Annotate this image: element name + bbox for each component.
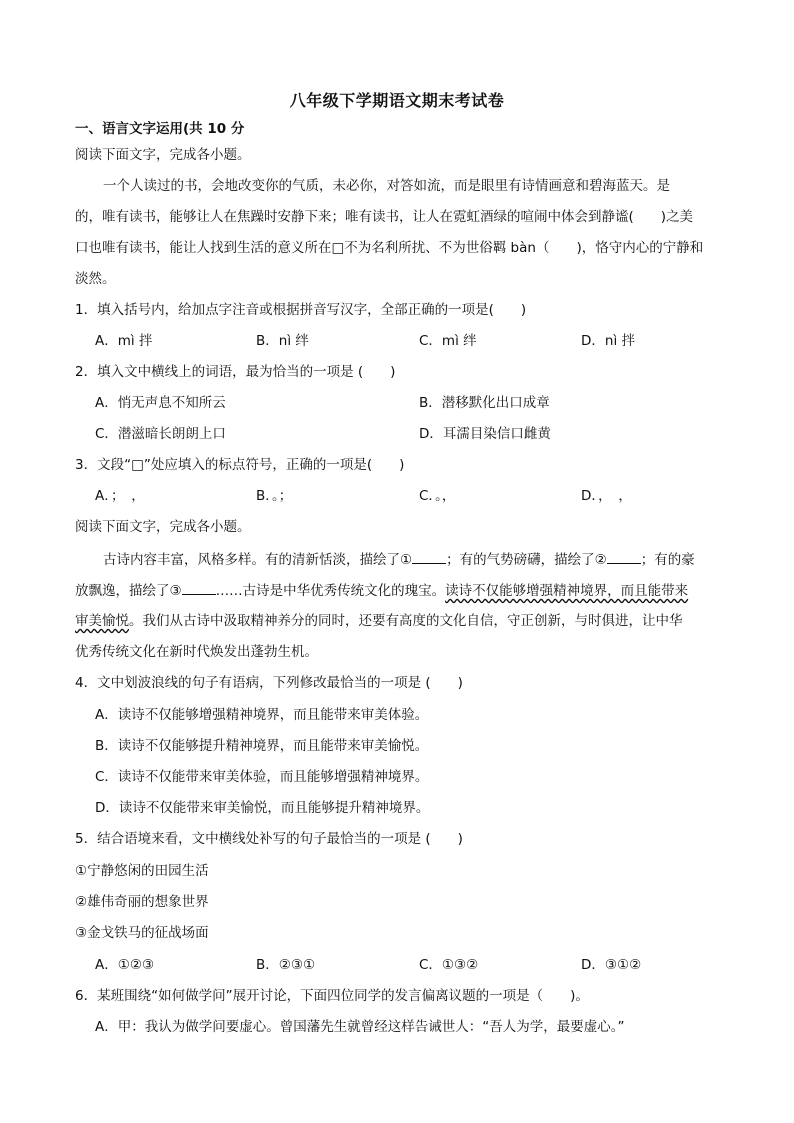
page-title: 八年级下学期语文期末考试卷 [289, 91, 505, 110]
wavy-underlined-sentence-end: 审美愉悦 [75, 613, 129, 629]
passage1-line: 口也唯有读书，能让人找到生活的意义所在□不为名利所扰、不为世俗羁 bàn（ )，恪守内心的宁静和 [75, 240, 704, 256]
reading-intro-2: 阅读下面文字，完成各小题。 [75, 519, 251, 535]
q4-option-b: B．读诗不仅能够提升精神境界，而且能带来审美愉悦。 [95, 738, 429, 754]
passage1-line: 一个人读过的书，会地改变你的气质，未必你，对答如流，而是眼里有诗情画意和碧海蓝天。是 [103, 178, 670, 194]
passage2-line-3 [75, 611, 683, 631]
passage2-text: ……古诗是中华优秀传统文化的瑰宝。 [215, 583, 446, 599]
passage2-text: ；有的气势磅礴，描绘了② [446, 552, 607, 568]
passage1-line: 淡然。 [75, 271, 116, 287]
q1-option-c: C．mì 绊 [419, 333, 477, 349]
passage2-line-2 [75, 580, 688, 601]
section-heading: 一、语言文字运用(共 10 分 [75, 121, 245, 137]
q4-option-a: A．读诗不仅能够增强精神境界，而且能带来审美体验。 [95, 707, 429, 723]
q5-option-d: D．③①② [581, 957, 642, 973]
q2-option-c: C．潜滋暗长朗朗上口 [95, 426, 226, 442]
q4-option-d: D．读诗不仅能带来审美愉悦，而且能够提升精神境界。 [95, 800, 430, 816]
reading-intro: 阅读下面文字，完成各小题。 [75, 147, 251, 163]
q5-item-2: ②雄伟奇丽的想象世界 [75, 894, 209, 910]
q2-option-a: A．悄无声息不知所云 [95, 395, 226, 411]
passage2-text: 古诗内容丰富，风格多样。有的清新恬淡，描绘了① [103, 552, 413, 568]
fill-blank-1 [412, 549, 446, 564]
fill-blank-2 [607, 549, 641, 564]
passage2-text: 。我们从古诗中汲取精神养分的同时，还要有高度的文化自信，守正创新，与时俱进，让中华 [129, 613, 683, 629]
q3-option-d: D．， ， [581, 488, 632, 504]
passage1-line: 的，唯有读书，能够让人在焦躁时安静下来；唯有读书，让人在霓虹酒绿的喧闹中体会到静谧( )之美 [75, 209, 694, 225]
q5-option-a: A．①②③ [95, 957, 155, 973]
question-6-stem: 6．某班围绕“如何做学问”展开讨论，下面四位同学的发言偏离议题的一项是（ )。 [75, 988, 589, 1004]
fill-blank-3 [182, 580, 216, 595]
question-3-stem: 3．文段“□”处应填入的标点符号，正确的一项是( ) [75, 457, 405, 473]
question-1-stem: 1．填入括号内，给加点字注音或根据拼音写汉字，全部正确的一项是( ) [75, 302, 527, 318]
passage2-text: 放飘逸，描绘了③ [75, 583, 182, 599]
passage2-text: ；有的豪 [640, 552, 695, 568]
wavy-underlined-sentence: 读诗不仅能够增强精神境界，而且能带来 [445, 583, 689, 599]
q3-option-c: C．。， [419, 488, 456, 504]
q1-option-b: B．nì 绊 [256, 333, 309, 349]
q3-option-b: B．。； [256, 488, 293, 504]
q3-option-a: A．； ， [95, 488, 145, 504]
q1-option-a: A．mì 拌 [95, 333, 153, 349]
q2-option-d: D．耳濡目染信口雌黄 [419, 426, 551, 442]
question-4-stem: 4．文中划波浪线的句子有语病，下列修改最恰当的一项是 ( ) [75, 675, 463, 691]
question-5-stem: 5．结合语境来看，文中横线处补写的句子最恰当的一项是 ( ) [75, 831, 463, 847]
q5-item-3: ③金戈铁马的征战场面 [75, 925, 209, 941]
q5-option-b: B．②③① [256, 957, 316, 973]
passage2-line-1 [103, 549, 695, 570]
question-2-stem: 2．填入文中横线上的词语，最为恰当的一项是 ( ) [75, 364, 396, 380]
q2-option-b: B．潜移默化出口成章 [419, 395, 550, 411]
q1-option-d: D．nì 拌 [581, 333, 635, 349]
q5-option-c: C．①③② [419, 957, 479, 973]
passage2-line-4: 优秀传统文化在新时代焕发出蓬勃生机。 [75, 644, 318, 660]
q6-option-a: A．甲：我认为做学问要虚心。曾国藩先生就曾经这样告诫世人：“吾人为学，最要虚心。” [95, 1019, 625, 1035]
q5-item-1: ①宁静悠闲的田园生活 [75, 863, 209, 879]
q4-option-c: C．读诗不仅能带来审美体验，而且能够增强精神境界。 [95, 769, 429, 785]
